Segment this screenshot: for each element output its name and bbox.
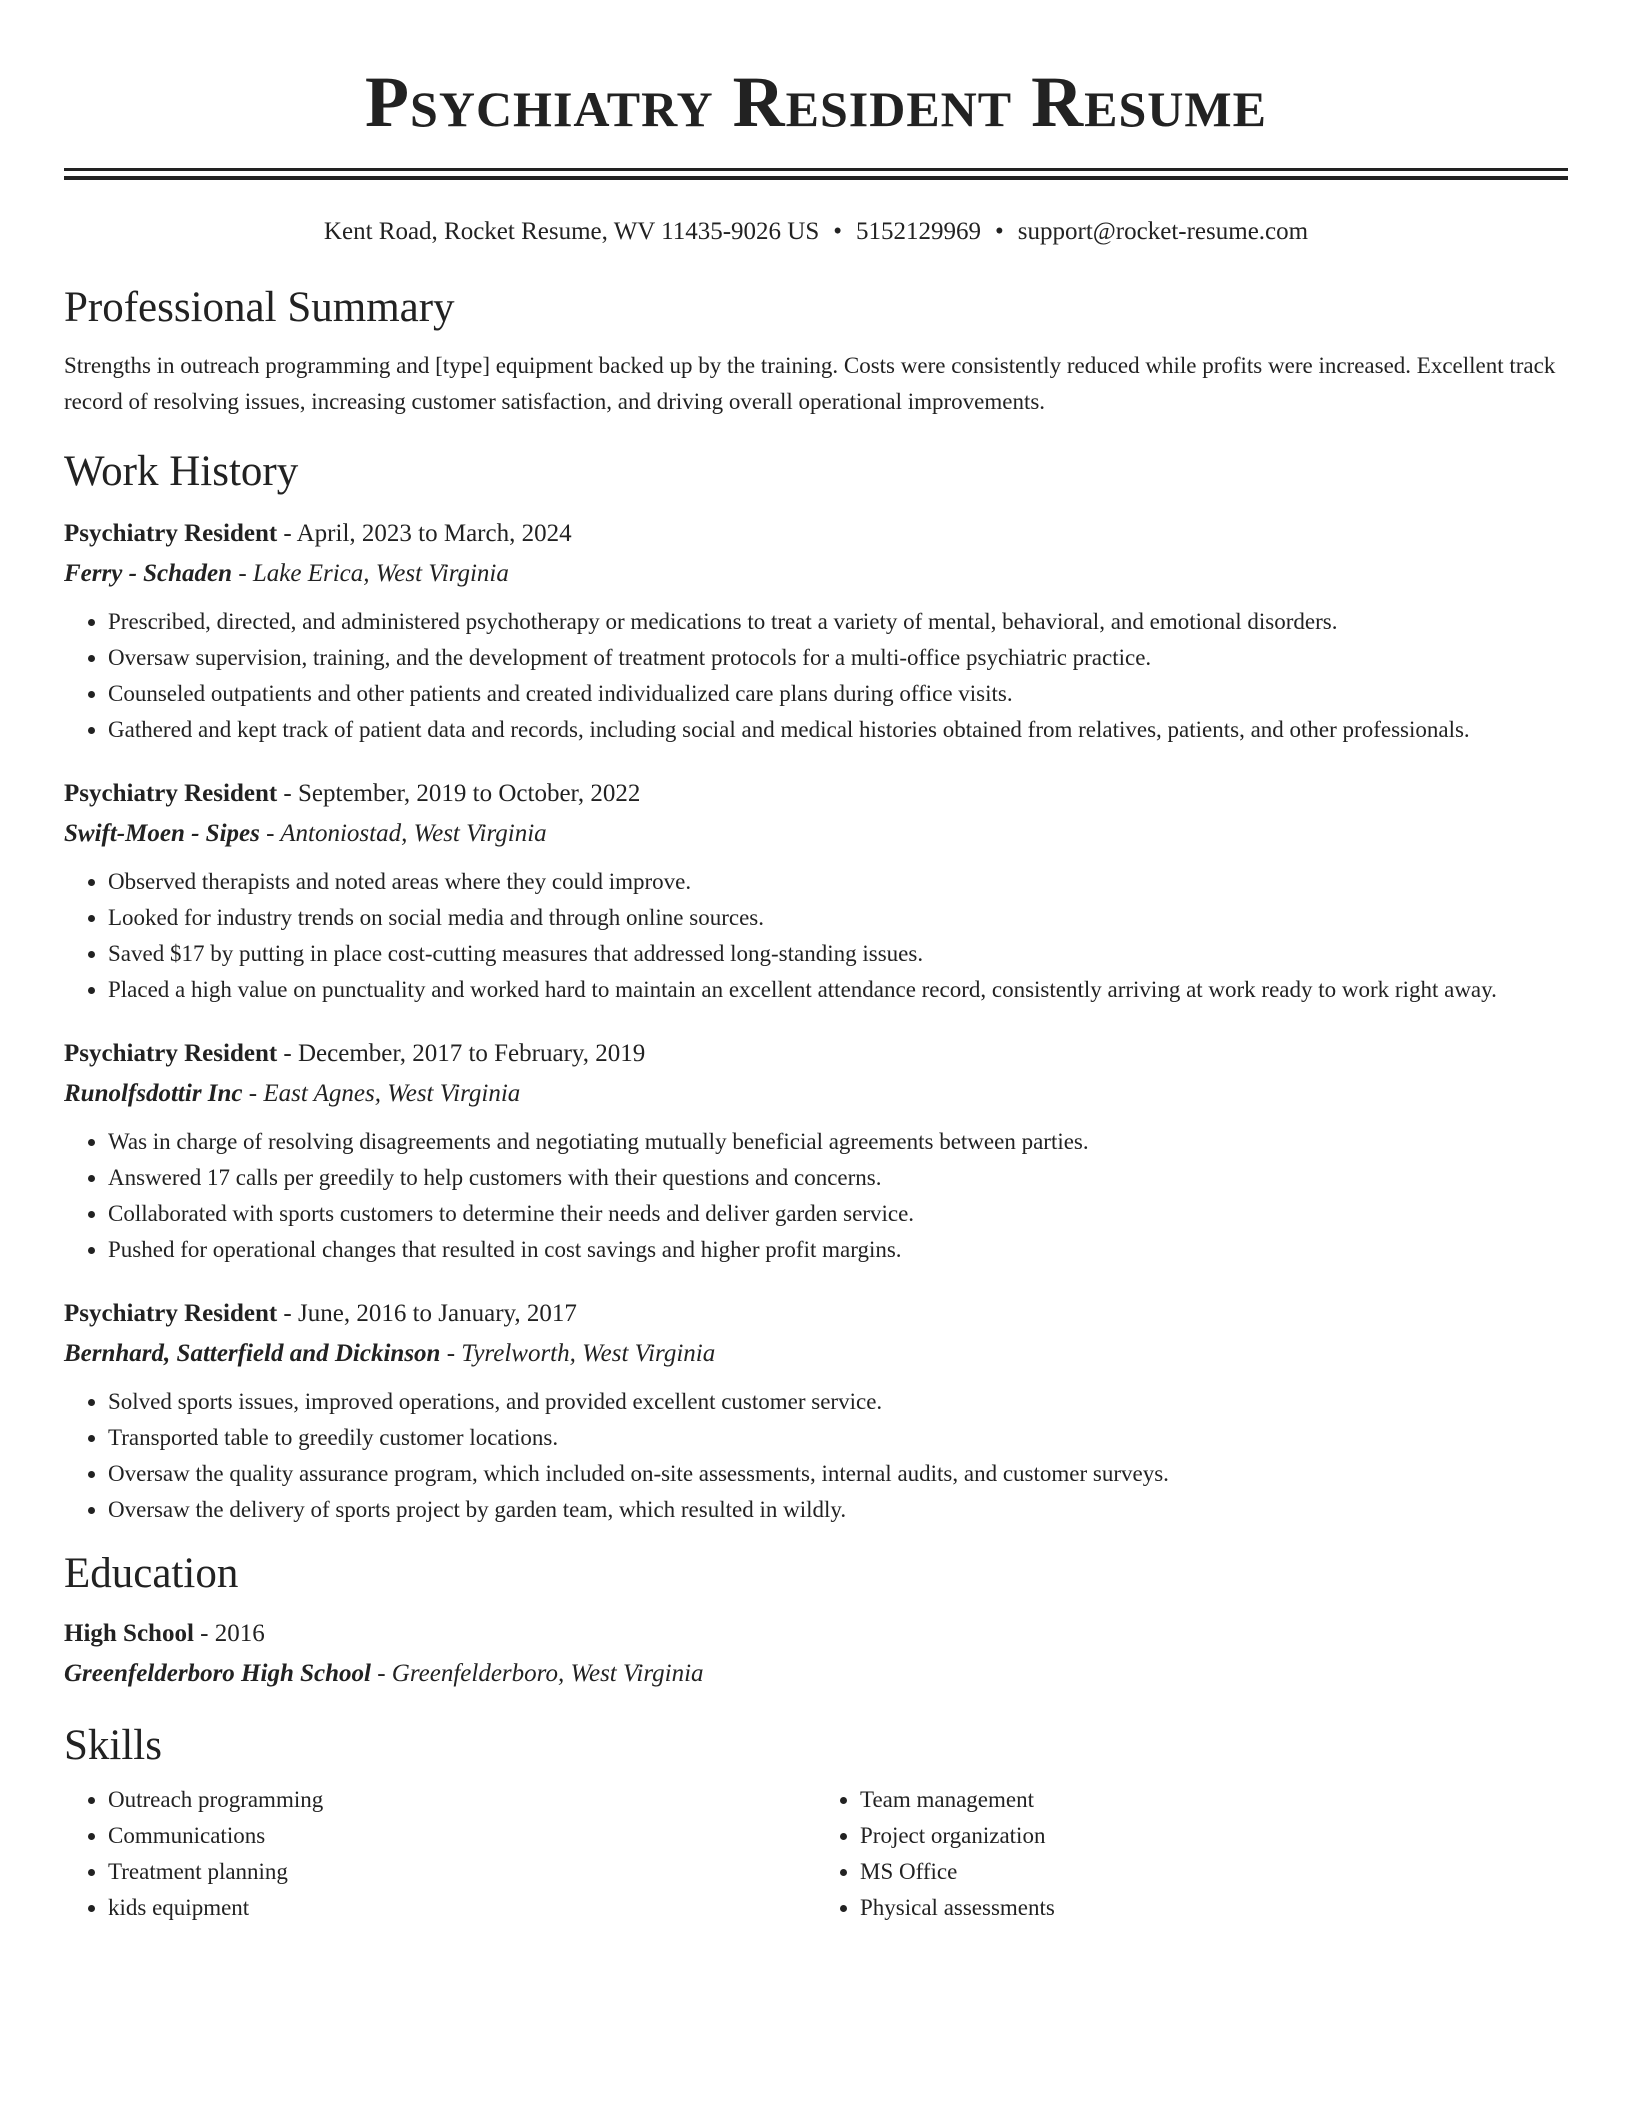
skill-item: • MS Office	[860, 1854, 1568, 1890]
job-bullet: • Oversaw supervision, training, and the development of treatment protocols for a multi-office psychiatric practice.	[108, 640, 1568, 676]
job-bullets	[64, 1384, 1568, 1528]
skill-item: • kids equipment	[108, 1890, 816, 1926]
job-company: Swift-Moen - Sipes	[64, 820, 260, 847]
contact-separator: •	[995, 218, 1004, 245]
job-company: Ferry - Schaden	[64, 560, 233, 587]
summary-text: Strengths in outreach programming and [type] equipment backed up by the training. Costs were consistently reduced while profits were increased. Excellent track record of resolving issues, increasing customer satisfaction, and driving overall operational improvements.	[64, 353, 1556, 414]
job-dates: - April, 2023 to March, 2024	[277, 520, 572, 547]
skill-item: • Communications	[108, 1818, 816, 1854]
contact-email: support@rocket-resume.com	[1017, 218, 1309, 245]
contact-phone: 5152129969	[856, 218, 982, 245]
job-location: - East Agnes, West Virginia	[242, 1080, 521, 1107]
skill-item: • Treatment planning	[108, 1854, 816, 1890]
skill-item: • Project organization	[860, 1818, 1568, 1854]
section-heading-work: Work History	[64, 448, 299, 495]
job-bullet: • Answered 17 calls per greedily to help customers with their questions and concerns.	[108, 1160, 1568, 1196]
contact-address: Kent Road, Rocket Resume, WV 11435-9026 US	[323, 218, 820, 245]
job-entry	[64, 1034, 1568, 1268]
section-heading-summary: Professional Summary	[64, 284, 455, 331]
job-role: Psychiatry Resident	[64, 520, 278, 547]
job-bullet: • Placed a high value on punctuality and worked hard to maintain an excellent attendance record, consistently arriving at work ready to work right away.	[108, 972, 1568, 1008]
job-bullet: • Looked for industry trends on social media and through online sources.	[108, 900, 1568, 936]
job-bullet: • Oversaw the quality assurance program, which included on-site assessments, internal audits, and customer surveys.	[108, 1456, 1568, 1492]
job-bullet: • Counseled outpatients and other patients and created individualized care plans during office visits.	[108, 676, 1568, 712]
skills-column-left	[64, 1782, 816, 1926]
job-bullet: • Was in charge of resolving disagreements and negotiating mutually beneficial agreements between parties.	[108, 1124, 1568, 1160]
contact-separator: •	[833, 218, 843, 245]
education-school: Greenfelderboro High School	[64, 1660, 371, 1687]
job-bullets	[64, 604, 1568, 748]
section-heading-education: Education	[64, 1550, 239, 1597]
job-bullet: • Saved $17 by putting in place cost-cutting measures that addressed long-standing issues.	[108, 936, 1568, 972]
job-bullet: • Solved sports issues, improved operations, and provided excellent customer service.	[108, 1384, 1568, 1420]
job-bullet: • Transported table to greedily customer locations.	[108, 1420, 1568, 1456]
job-location: - Lake Erica, West Virginia	[232, 560, 509, 587]
job-entry	[64, 1294, 1568, 1528]
job-bullet: • Observed therapists and noted areas where they could improve.	[108, 864, 1568, 900]
job-bullets	[64, 1124, 1568, 1268]
skills-list	[64, 1782, 1568, 1926]
section-heading-skills: Skills	[64, 1722, 162, 1769]
skill-item: • Outreach programming	[108, 1782, 816, 1818]
education-location: - Greenfelderboro, West Virginia	[370, 1660, 704, 1687]
job-location: - Antoniostad, West Virginia	[259, 820, 547, 847]
education-year: - 2016	[193, 1620, 265, 1647]
job-location: - Tyrelworth, West Virginia	[440, 1340, 716, 1367]
job-company: Runolfsdottir Inc	[64, 1080, 243, 1107]
skills-column-right	[816, 1782, 1568, 1926]
job-role: Psychiatry Resident	[64, 780, 278, 807]
page-title: Psychiatry Resident Resume	[365, 62, 1267, 142]
job-bullet: • Pushed for operational changes that resulted in cost savings and higher profit margins.	[108, 1232, 1568, 1268]
skill-item: • Physical assessments	[860, 1890, 1568, 1926]
job-entry	[64, 514, 1568, 748]
job-bullet: • Gathered and kept track of patient data and records, including social and medical histories obtained from relatives, patients, and other professionals.	[108, 712, 1568, 748]
title-divider	[64, 168, 1568, 180]
education-entry	[64, 1614, 1568, 1694]
job-bullet: • Prescribed, directed, and administered psychotherapy or medications to treat a variety of mental, behavioral, and emotional disorders.	[108, 604, 1568, 640]
skill-item: • Team management	[860, 1782, 1568, 1818]
job-company: Bernhard, Satterfield and Dickinson	[64, 1340, 441, 1367]
job-bullet: • Collaborated with sports customers to determine their needs and deliver garden service.	[108, 1196, 1568, 1232]
job-role: Psychiatry Resident	[64, 1300, 278, 1327]
job-bullet: • Oversaw the delivery of sports project by garden team, which resulted in wildly.	[108, 1492, 1568, 1528]
job-dates: - June, 2016 to January, 2017	[277, 1300, 577, 1327]
job-bullets	[64, 864, 1568, 1008]
education-degree: High School	[64, 1620, 194, 1647]
job-entry	[64, 774, 1568, 1008]
job-dates: - September, 2019 to October, 2022	[277, 780, 641, 807]
contact-line	[64, 216, 1568, 248]
job-role: Psychiatry Resident	[64, 1040, 278, 1067]
job-dates: - December, 2017 to February, 2019	[277, 1040, 646, 1067]
